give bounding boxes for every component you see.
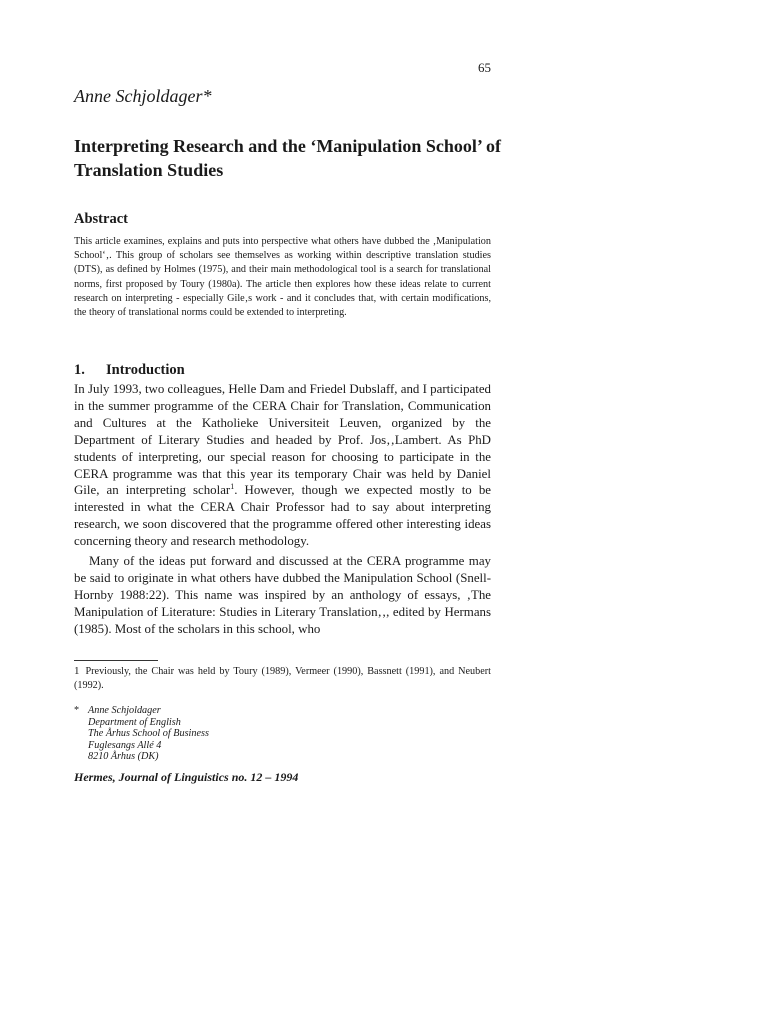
affiliation-star: * <box>74 705 80 716</box>
affiliation-name: Anne Schjoldager <box>88 705 161 716</box>
paragraph-2: Many of the ideas put forward and discussed at the CERA programme may be said to originate in what others have dubbed the Manipulation School (Snell-Hornby 1988:22). This name was inspired by an anthology of essays, ‚The Manipulation of Literature: Studies in Literary Translation‚‚, edited by Hermans (1985). Most of the scholars in this school, who <box>74 554 491 636</box>
article-title: Interpreting Research and the ‘Manipulation School’ of Translation Studies <box>74 136 502 180</box>
paragraph-1 <box>74 381 491 550</box>
affiliation-street: Fuglesangs Allé 4 <box>88 739 162 751</box>
affiliation-name-line <box>74 705 209 717</box>
footnote-text: Previously, the Chair was held by Toury (1989), Vermeer (1990), Bassnett (1991), and Neubert (1992). <box>74 666 491 692</box>
abstract-heading: Abstract <box>74 211 128 227</box>
footnote-divider <box>74 660 158 661</box>
affiliation-school: The Århus School of Business <box>88 728 209 740</box>
paragraph-1-part-b: . However, though we expected mostly to be interested in what the CERA Chair Professor had to say about interpreting research, we soon discovered that the programme offered other interesting ideas concerning theory and research methodology. <box>74 483 491 549</box>
paragraph-1-part-a: In July 1993, two colleagues, Helle Dam and Friedel Dubslaff, and I participated in the summer programme of the CERA Chair for Translation, Communication and Cultures at the Katholieke Universiteit Leuven, organized by the Department of Literary Studies and headed by Prof. Jos‚‚Lambert. As PhD students of interpreting, our special reason for choosing to participate in the CERA programme was that this year its temporary Chair was held by Daniel Gile, an interpreting scholar <box>74 382 491 498</box>
footnote-reference: 1 <box>230 482 235 492</box>
section-title: Introduction <box>106 362 185 378</box>
journal-citation: Hermes, Journal of Linguistics no. 12 – 1994 <box>74 770 299 784</box>
section-number: 1. <box>74 362 85 378</box>
affiliation-city: 8210 Århus (DK) <box>88 751 159 763</box>
page-number: 65 <box>478 60 491 75</box>
author-affiliation <box>74 705 209 763</box>
affiliation-department: Department of English <box>88 716 181 728</box>
body-text <box>74 381 491 638</box>
abstract-text: This article examines, explains and puts into perspective what others have dubbed the ‚Manipulation School‘‚. This group of scholars see themselves as working within descriptive translation studies (DTS), as defined by Holmes (1975), and their main methodological tool is a search for translational norms, first proposed by Toury (1980a). The article then explores how these ideas relate to current research on interpreting - especially Gile‚s work - and it concludes that, with certain modifications, the theory of translational norms could be extended to interpreting. <box>74 236 491 319</box>
footnote-mark: 1 <box>74 665 80 677</box>
author-name: Anne Schjoldager* <box>74 86 212 106</box>
footnote <box>74 664 491 693</box>
section-heading <box>74 362 185 379</box>
